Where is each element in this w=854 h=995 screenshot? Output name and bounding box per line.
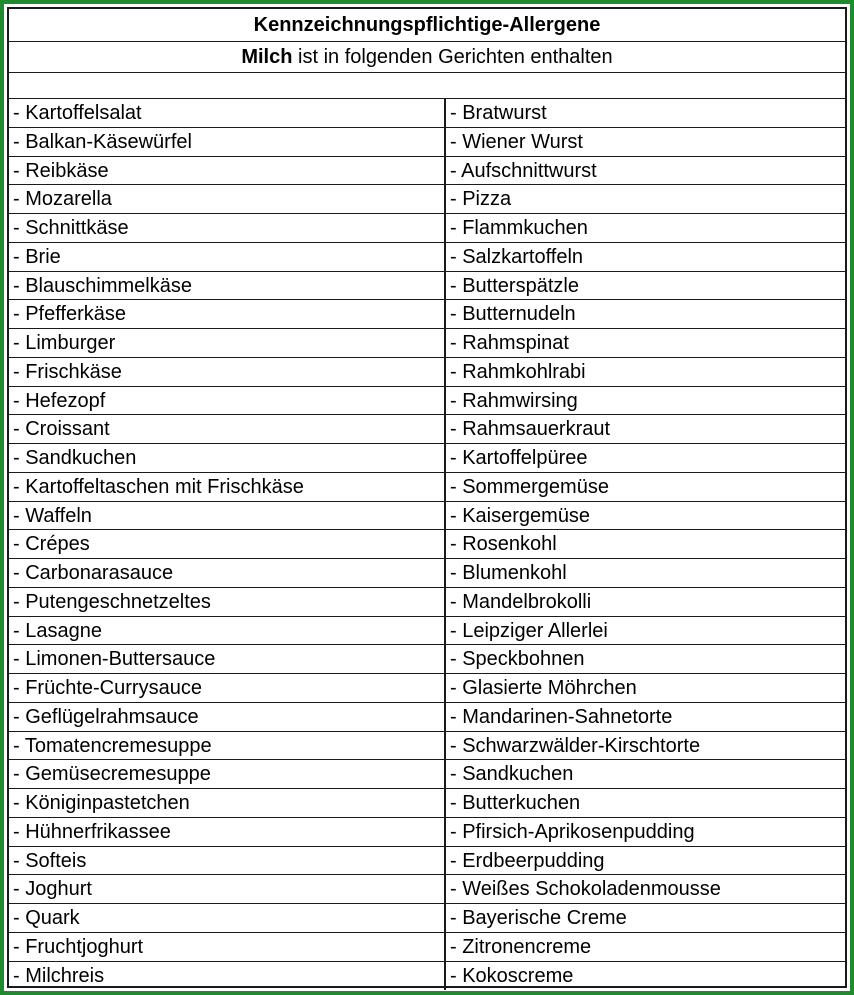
list-item: - Gemüsecremesuppe <box>9 760 444 789</box>
list-item: - Milchreis <box>13 964 105 987</box>
empty-row <box>9 73 845 99</box>
list-item: - Butternudeln <box>446 300 845 329</box>
list-item: - Bratwurst <box>446 99 845 128</box>
list-item: - Mozarella <box>9 185 444 214</box>
list-item: - Kartoffelpüree <box>446 444 845 473</box>
list-item: - Kartoffeltaschen mit Frischkäse <box>9 473 444 502</box>
list-item: - Butterspätzle <box>446 272 845 301</box>
table-subtitle <box>9 42 845 73</box>
list-item: - Softeis <box>9 847 444 876</box>
list-item: - Rahmsauerkraut <box>446 415 845 444</box>
list-item: - Mandarinen-Sahnetorte <box>446 703 845 732</box>
list-item: - Limonen-Buttersauce <box>9 645 444 674</box>
list-item: - Joghurt <box>9 875 444 904</box>
list-item: - Butterkuchen <box>446 789 845 818</box>
list-item: - Balkan-Käsewürfel <box>9 128 444 157</box>
list-item: - Lasagne <box>9 617 444 646</box>
left-column <box>9 99 446 990</box>
list-item: - Blumenkohl <box>446 559 845 588</box>
allergen-name: Milch <box>241 46 293 68</box>
list-item: - Pizza <box>446 185 845 214</box>
list-item: - Quark <box>9 904 444 933</box>
list-item: - Rosenkohl <box>446 530 845 559</box>
list-item: - Putengeschnetzeltes <box>9 588 444 617</box>
list-item: - Sandkuchen <box>9 444 444 473</box>
list-item: - Königinpastetchen <box>9 789 444 818</box>
list-item: - Speckbohnen <box>446 645 845 674</box>
list-item: - Sandkuchen <box>446 760 845 789</box>
right-column <box>446 99 845 990</box>
list-item: - Schnittkäse <box>9 214 444 243</box>
list-item: - Fruchtjoghurt <box>9 933 444 962</box>
table-title: Kennzeichnungspflichtige-Allergene <box>9 9 845 42</box>
list-item: - Tomatencremesuppe <box>9 732 444 761</box>
list-item: - Wiener Wurst <box>446 128 845 157</box>
list-item: - Salzkartoffeln <box>446 243 845 272</box>
list-item: - Leipziger Allerlei <box>446 617 845 646</box>
list-item: - Kartoffelsalat <box>9 99 444 128</box>
list-item: - Pfefferkäse <box>9 300 444 329</box>
list-item: - Frischkäse <box>9 358 444 387</box>
list-item: - Aufschnittwurst <box>446 157 845 186</box>
list-item: - Reibkäse <box>9 157 444 186</box>
list-item: - Rahmwirsing <box>446 387 845 416</box>
list-item: - Croissant <box>9 415 444 444</box>
list-item: - Hühnerfrikassee <box>9 818 444 847</box>
list-item: - Erdbeerpudding <box>446 847 845 876</box>
list-item: - Rahmspinat <box>446 329 845 358</box>
list-item: - Limburger <box>9 329 444 358</box>
list-item: - Schwarzwälder-Kirschtorte <box>446 732 845 761</box>
list-item: - Crépes <box>9 530 444 559</box>
list-item: - Rahmkohlrabi <box>446 358 845 387</box>
list-item: - Kaisergemüse <box>446 502 845 531</box>
list-item: - Blauschimmelkäse <box>9 272 444 301</box>
list-item: - Carbonarasauce <box>9 559 444 588</box>
list-item: - Sommergemüse <box>446 473 845 502</box>
list-item: - Flammkuchen <box>446 214 845 243</box>
list-item: - Kokoscreme <box>450 964 574 987</box>
list-item: - Geflügelrahmsauce <box>9 703 444 732</box>
allergen-table <box>7 7 847 988</box>
list-item: - Zitronencreme <box>446 933 845 962</box>
list-item: - Hefezopf <box>9 387 444 416</box>
dish-grid <box>9 99 845 990</box>
list-item: - Glasierte Möhrchen <box>446 674 845 703</box>
list-item: - Waffeln <box>9 502 444 531</box>
list-item: - Weißes Schokoladenmousse <box>446 875 845 904</box>
subtitle-text: ist in folgenden Gerichten enthalten <box>292 46 613 68</box>
list-item: - Früchte-Currysauce <box>9 674 444 703</box>
list-item: - Bayerische Creme <box>446 904 845 933</box>
list-item: - Mandelbrokolli <box>446 588 845 617</box>
list-item: - Pfirsich-Aprikosenpudding <box>446 818 845 847</box>
list-item: - Brie <box>9 243 444 272</box>
